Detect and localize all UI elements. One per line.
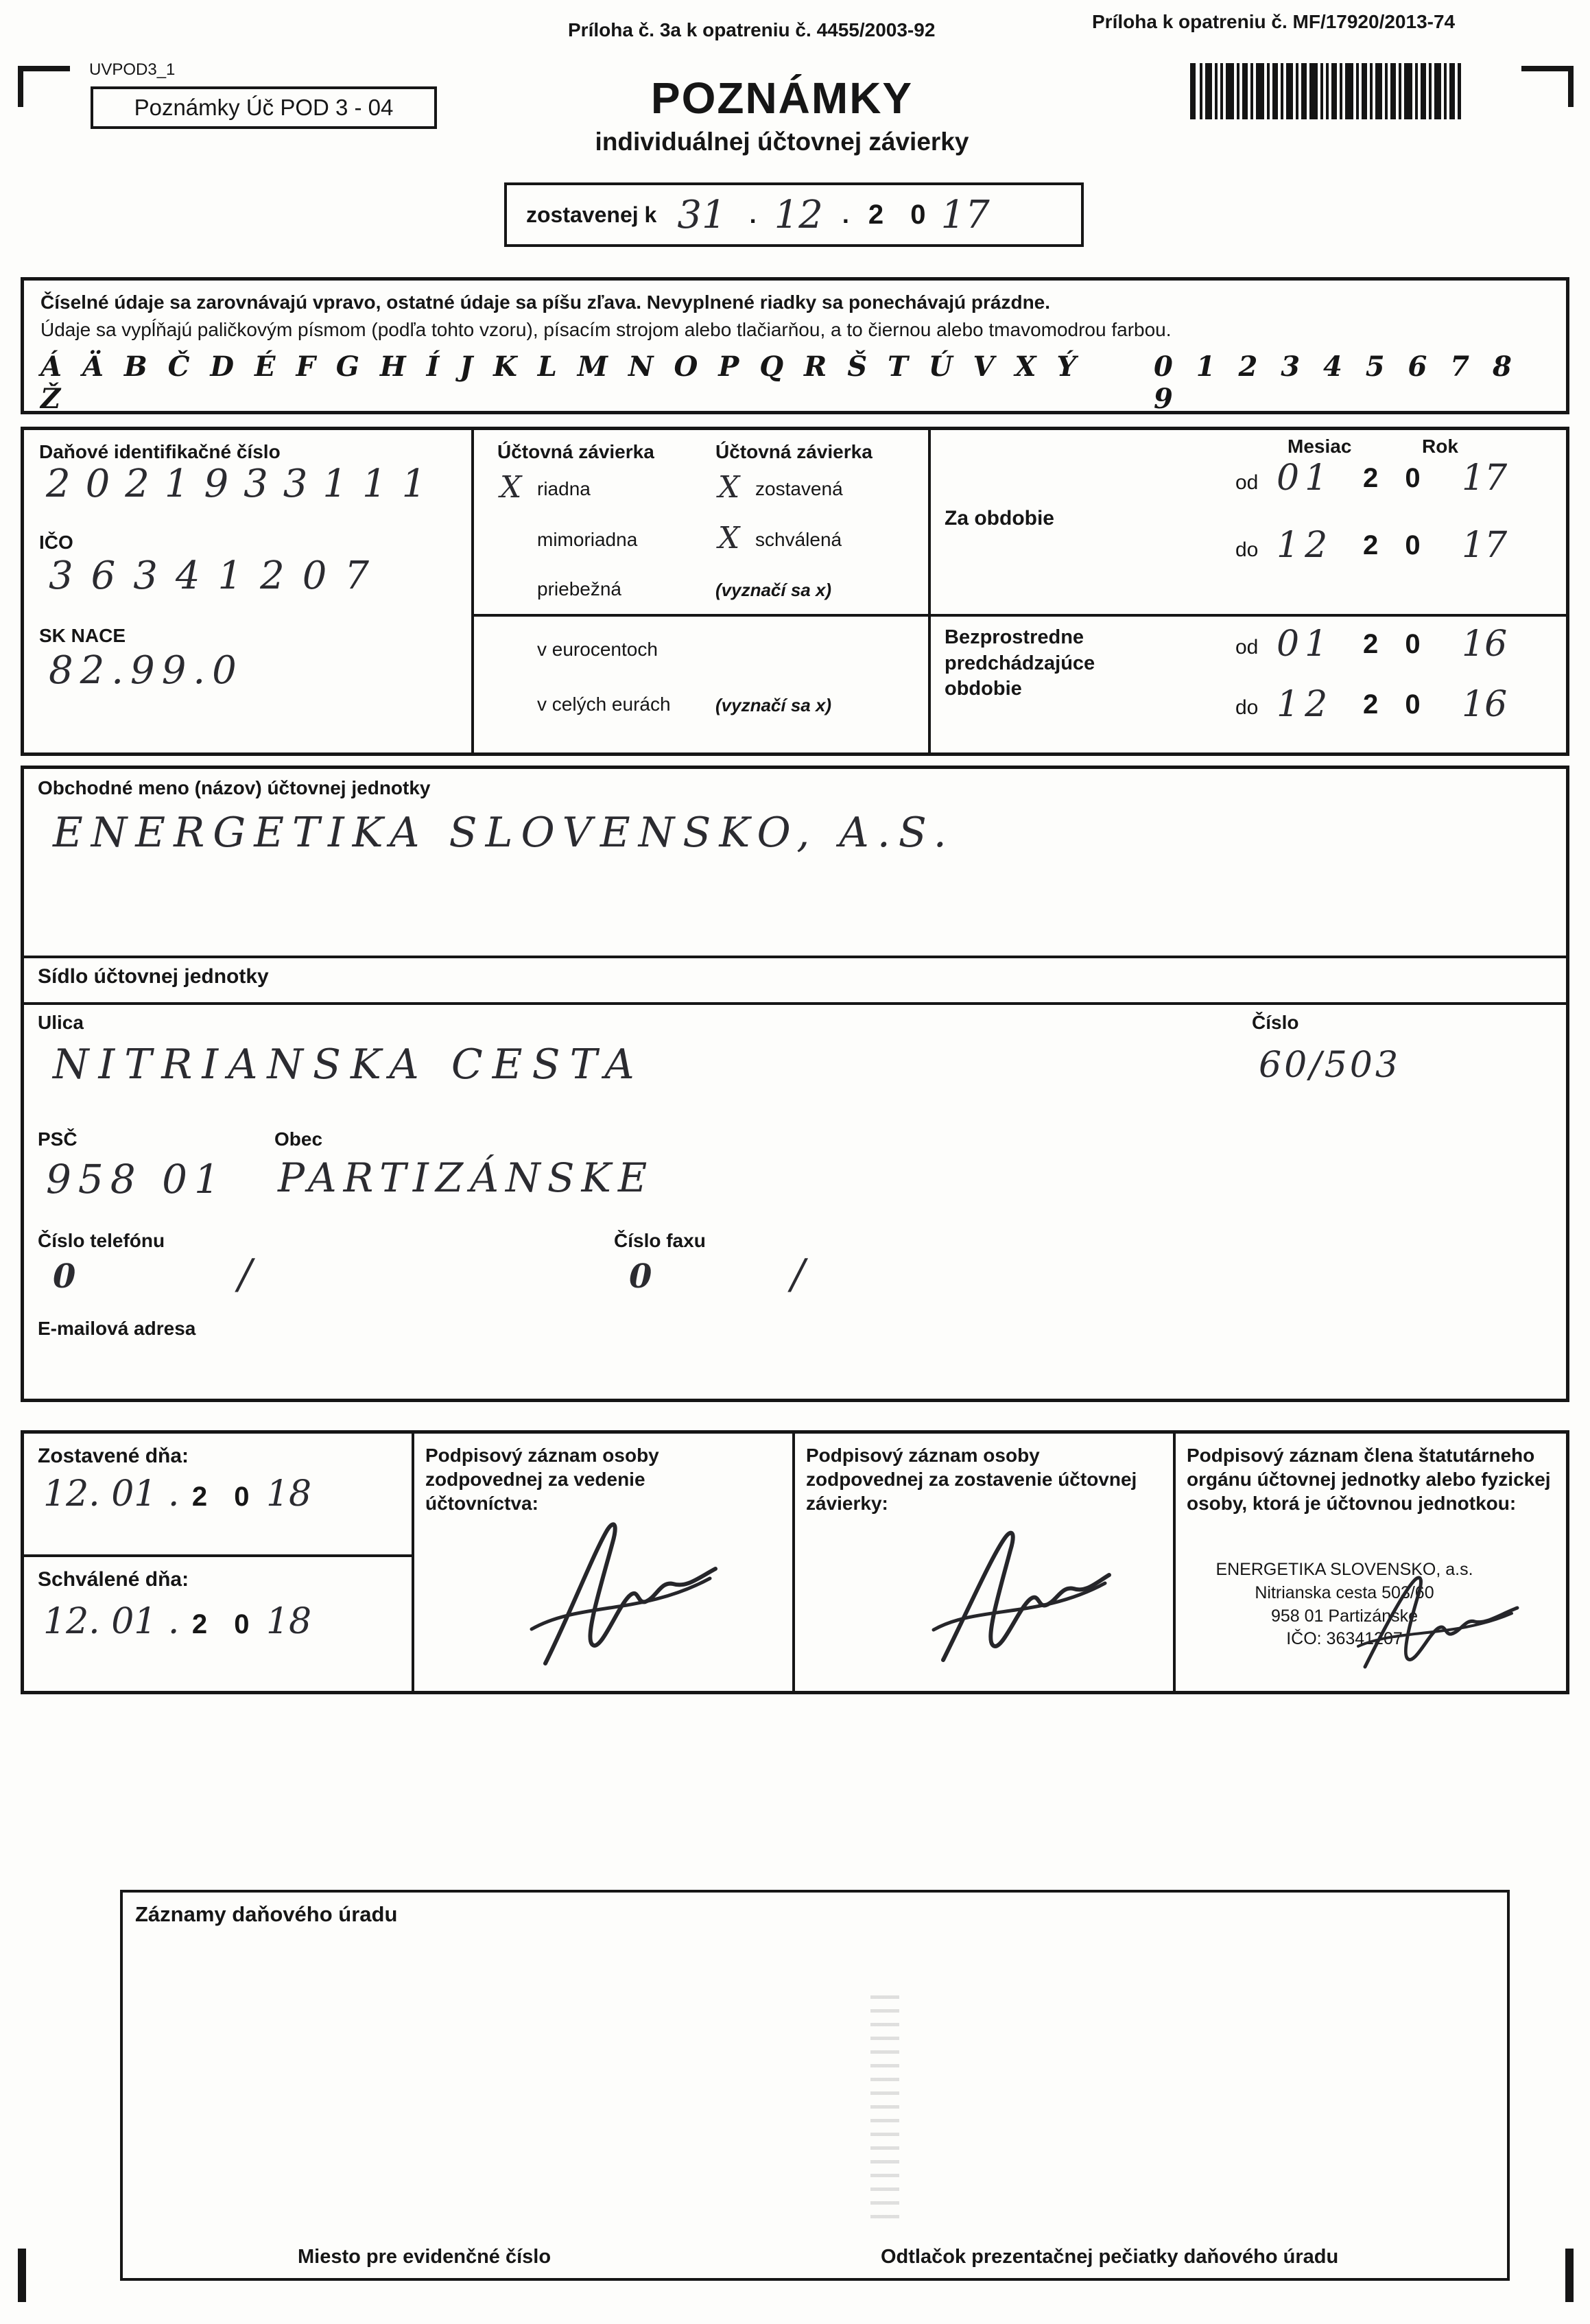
divider — [24, 1554, 412, 1557]
attachment-note-right: Príloha k opatreniu č. MF/17920/2013-74 — [1092, 11, 1456, 32]
company-name-label: Obchodné meno (názov) účtovnej jednotky — [38, 777, 431, 798]
rok-header: Rok — [1422, 436, 1458, 457]
instructions-line2: Údaje sa vypĺňajú paličkovým písmom (podľa tohto vzoru), písacím strojom alebo tlačiarňou, a to čiernou alebo tmavomodrou farbou. — [40, 319, 1172, 340]
schvalene-label: Schválené dňa: — [38, 1568, 189, 1591]
sknace-label: SK NACE — [39, 625, 126, 646]
schvalene-date — [43, 1601, 311, 1642]
zostavene-year-print: 2 0 — [191, 1482, 259, 1512]
checkbox-mark-schvalena: X — [718, 521, 740, 556]
units-option-eurocents: v eurocentoch — [537, 639, 658, 660]
checkbox-mark-zostavena: X — [718, 470, 740, 505]
compiled-date-month: 12 — [774, 192, 823, 237]
statements-signature-label: Podpisový záznam osoby zodpovednej za zostavenie účtovnej závierky: — [806, 1445, 1137, 1514]
do-label: do — [1235, 538, 1259, 561]
checkbox-mark-riadna: X — [500, 470, 522, 505]
street-label: Ulica — [38, 1012, 84, 1033]
fax-label: Číslo faxu — [614, 1230, 706, 1251]
zostavene-year-hand: 18 — [265, 1473, 312, 1515]
email-label: E-mailová adresa — [38, 1318, 196, 1339]
zostavene-date — [43, 1473, 311, 1515]
accounting-signature-label: Podpisový záznam osoby zodpovednej za vedenie účtovníctva: — [425, 1445, 659, 1514]
date-separator: . — [749, 200, 757, 228]
fax-separator: / — [791, 1250, 805, 1299]
fax-value: 0 — [629, 1257, 652, 1296]
specimen-row — [40, 351, 1550, 415]
divider — [471, 614, 931, 617]
current-od-month: 01 — [1277, 458, 1333, 499]
instructions-box — [21, 277, 1569, 414]
form-title: POZNÁMKY — [650, 73, 914, 123]
do-label: do — [1235, 696, 1259, 719]
option-label-zostavena: zostavená — [755, 478, 843, 499]
divider — [24, 1002, 1566, 1005]
tax-office-header: Záznamy daňového úradu — [135, 1902, 398, 1926]
ico-value: 36341207 — [49, 554, 388, 598]
units-mark-note: (vyznačí sa x) — [715, 695, 832, 715]
compiled-date-year-print: 2 0 — [868, 199, 936, 230]
stamp-line: 958 01 Partizánske — [1270, 1606, 1419, 1626]
compiled-date-year-hand: 17 — [940, 192, 990, 237]
crop-mark-top-right-icon — [1521, 66, 1574, 107]
option-label-schvalena: schválená — [755, 529, 842, 550]
zavierka-col2-header: Účtovná závierka — [715, 441, 873, 462]
company-name-value: ENERGETIKA SLOVENSKO, A.S. — [53, 809, 955, 857]
statutory-signature-label: Podpisový záznam člena štatutárneho orgánu účtovnej jednotky alebo fyzickej osoby, ktorá je účtovnou jednotkou: — [1187, 1445, 1551, 1514]
divider — [412, 1434, 414, 1691]
od-label: od — [1235, 636, 1259, 659]
od-label: od — [1235, 471, 1259, 494]
mark-note: (vyznačí sa x) — [715, 580, 832, 600]
instructions-line1: Číselné údaje sa zarovnávajú vpravo, ostatné údaje sa píšu zľava. Nevyplnené riadky sa ponechávajú prázdne. — [40, 292, 1051, 313]
seat-header: Sídlo účtovnej jednotky — [38, 965, 269, 988]
tax-office-right-label: Odtlačok prezentačnej pečiatky daňového úradu — [881, 2246, 1339, 2268]
divider — [928, 614, 1566, 617]
form-id-box: Poznámky Úč POD 3 - 04 — [91, 86, 437, 129]
stamp-line: ENERGETIKA SLOVENSKO, a.s. — [1215, 1560, 1473, 1579]
number-label: Číslo — [1252, 1012, 1299, 1033]
schvalene-year-hand: 18 — [265, 1601, 312, 1642]
phone-value: 0 — [53, 1257, 76, 1296]
option-label-riadna: riadna — [537, 478, 591, 499]
tax-office-left-label: Miesto pre evidenčné číslo — [298, 2246, 551, 2268]
option-label-mimoriadna: mimoriadna — [537, 529, 638, 550]
specimen-letters: Á Ä B Č D É F G H Í J K L M N O P Q R Š T Ú V X Ý Ž — [40, 351, 1082, 415]
dic-label: Daňové identifikačné číslo — [39, 441, 281, 462]
schvalene-year-print: 2 0 — [191, 1609, 259, 1639]
form-subtitle: individuálnej účtovnej závierky — [595, 128, 969, 156]
previous-od-year: 16 — [1462, 624, 1508, 665]
stamp-line: Nitrianska cesta 503/60 — [1255, 1582, 1434, 1602]
crop-mark-bottom-right-icon — [1565, 2249, 1574, 2302]
identification-box — [21, 427, 1569, 756]
zostavene-date-hand: 12. 01 . — [43, 1473, 180, 1515]
divider — [24, 956, 1566, 958]
divider — [928, 430, 931, 752]
signature-statutory — [1344, 1571, 1536, 1681]
divider — [792, 1434, 795, 1691]
obec-value: PARTIZÁNSKE — [278, 1154, 654, 1201]
divider — [471, 430, 474, 752]
year-print: 2 0 — [1363, 530, 1430, 560]
stamp-line: IČO: 36341207 — [1286, 1629, 1403, 1649]
specimen-digits: 0 1 2 3 4 5 6 7 8 9 — [1153, 351, 1519, 415]
sknace-value: 82.99.0 — [49, 648, 244, 693]
za-obdobie-label: Za obdobie — [945, 507, 1054, 530]
street-value: NITRIANSKA CESTA — [53, 1041, 644, 1089]
compiled-date-label: zostavenej k — [526, 202, 657, 227]
previous-od-month: 01 — [1277, 624, 1333, 665]
schvalene-date-hand: 12. 01 . — [43, 1601, 180, 1642]
previous-do-month: 12 — [1277, 684, 1333, 725]
zostavene-label: Zostavené dňa: — [38, 1445, 189, 1467]
tax-office-box — [120, 1890, 1510, 2281]
date-separator: . — [842, 200, 849, 228]
year-print: 2 0 — [1363, 463, 1430, 493]
units-option-euros: v celých eurách — [537, 693, 671, 715]
year-print: 2 0 — [1363, 629, 1430, 659]
ico-label: IČO — [39, 532, 73, 553]
obec-label: Obec — [274, 1128, 323, 1150]
current-od-year: 17 — [1462, 458, 1508, 499]
mesiac-header: Mesiac — [1288, 436, 1352, 457]
phone-separator: / — [238, 1250, 252, 1299]
current-do-year: 17 — [1462, 525, 1508, 566]
compiled-date-day: 31 — [677, 192, 726, 237]
year-print: 2 0 — [1363, 689, 1430, 720]
dic-value: 2021933111 — [46, 462, 442, 506]
crop-mark-top-left-icon — [18, 66, 70, 107]
barcode-icon — [1190, 63, 1461, 119]
divider — [1173, 1434, 1176, 1691]
current-do-month: 12 — [1277, 525, 1333, 566]
psc-label: PSČ — [38, 1128, 78, 1150]
attachment-note-center: Príloha č. 3a k opatreniu č. 4455/2003-92 — [568, 19, 936, 40]
company-box — [21, 766, 1569, 1402]
form-code: UVPOD3_1 — [89, 60, 176, 79]
previous-do-year: 16 — [1462, 684, 1508, 725]
crop-mark-bottom-left-icon — [18, 2249, 26, 2302]
psc-value: 958 01 — [46, 1156, 226, 1202]
phone-label: Číslo telefónu — [38, 1230, 165, 1251]
number-value: 60/503 — [1259, 1045, 1401, 1086]
compiled-date-box — [504, 182, 1084, 247]
scan-artifact — [870, 1995, 899, 2222]
signature-accounting — [504, 1509, 724, 1681]
signature-box — [21, 1430, 1569, 1694]
previous-period-label: Bezprostredne predchádzajúce obdobie — [945, 626, 1095, 700]
option-label-priebezna: priebežná — [537, 578, 621, 600]
signature-statements — [909, 1523, 1115, 1674]
zavierka-col1-header: Účtovná závierka — [497, 441, 654, 462]
